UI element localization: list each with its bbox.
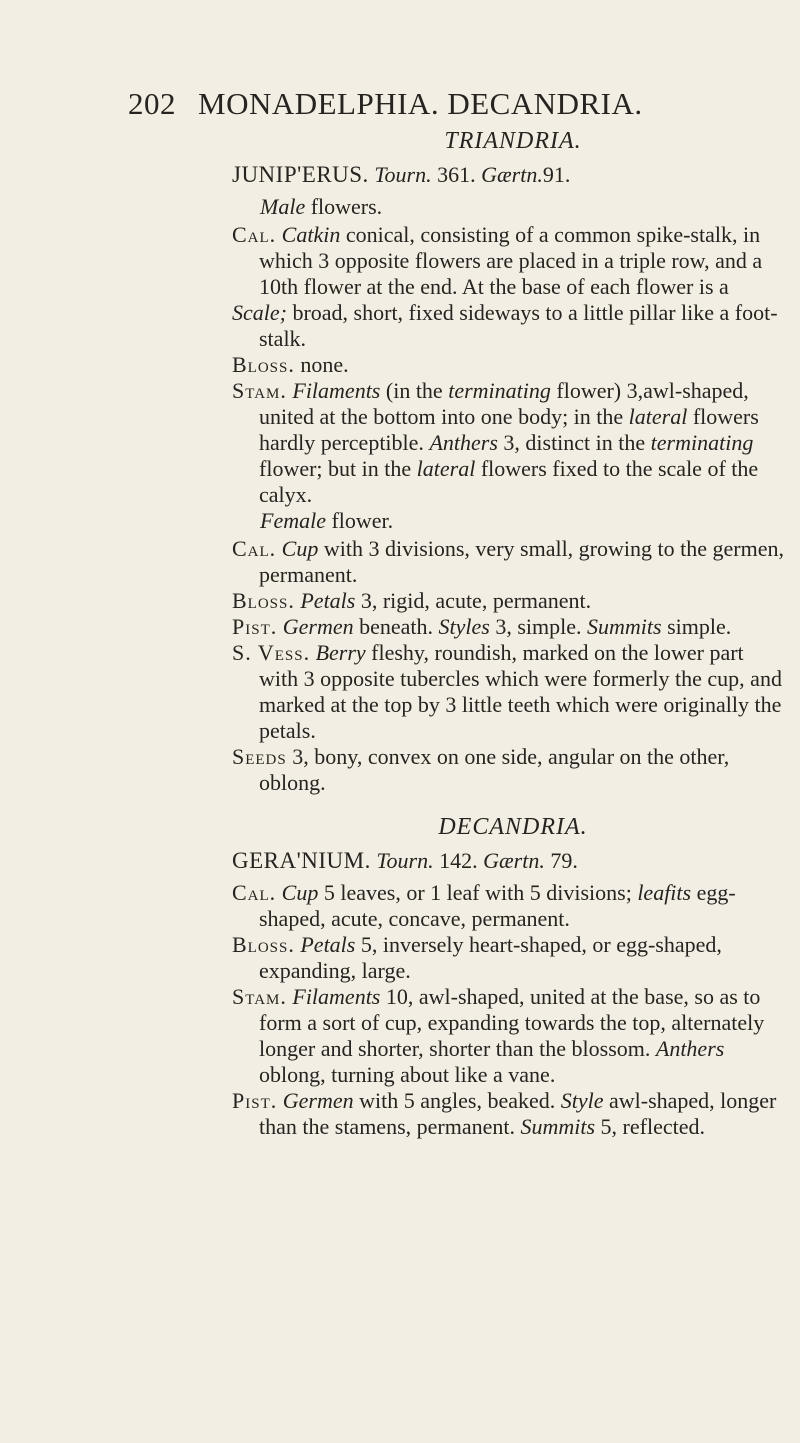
entry-text: flowers fixed to the scale of the calyx. [259, 456, 759, 507]
italic-term: lateral [416, 456, 476, 481]
italic-term: Cup [281, 880, 319, 905]
description-entry [232, 984, 784, 1088]
entry-text: 5 leaves, or 1 leaf with 5 divisions; [318, 880, 638, 905]
description-entry [232, 932, 784, 984]
entry-text: egg-shaped, acute, concave, permanent. [259, 880, 736, 931]
italic-term: Cup [281, 536, 319, 561]
description-entry [232, 378, 784, 508]
page-number: 202 [128, 86, 176, 121]
genus-ref-2-num: 79. [550, 848, 578, 873]
entry-text: simple. [661, 614, 732, 639]
entry-text: awl-shaped, longer than the stamens, permanent. [259, 1088, 777, 1139]
italic-term: Female [260, 508, 326, 533]
entry-label: Pist. [232, 1088, 278, 1113]
italic-term: Anthers [429, 430, 498, 455]
flower-subheading [260, 508, 784, 534]
entry-text: conical, consisting of a common spike-stalk, in which 3 opposite flowers are placed in a triple row, and a 10th flower at the end. At the base of each flower is a [259, 222, 763, 299]
italic-term: Petals [300, 932, 356, 957]
page-body [232, 128, 784, 1140]
description-entry [232, 1088, 784, 1140]
entry-text: 5, reflected. [595, 1114, 705, 1139]
entry-text: 3, simple. [489, 614, 588, 639]
running-title: MONADELPHIA. DECANDRIA. [198, 86, 643, 121]
genus-ref-2: Gærtn. [483, 848, 545, 873]
description-entry [232, 352, 784, 378]
section-paragraphs [232, 194, 784, 796]
entry-text: flower; but in the [259, 456, 417, 481]
description-entry [232, 300, 784, 352]
description-entry [232, 588, 784, 614]
entry-text: flowers hardly perceptible. [259, 404, 759, 455]
genus-name: JUNIP'ERUS. [232, 162, 369, 187]
genus-ref-2-num: 91. [542, 162, 571, 187]
section-heading: TRIANDRIA. [444, 128, 582, 154]
genus-line [232, 848, 784, 874]
italic-term: Filaments [292, 378, 381, 403]
italic-term: Summits [520, 1114, 596, 1139]
description-entry [232, 536, 784, 588]
entry-text: none. [294, 352, 349, 377]
entry-label: S. Vess. [232, 640, 311, 665]
genus-line [232, 162, 784, 188]
entry-label: Seeds [232, 744, 287, 769]
italic-term: Scale; [232, 300, 287, 325]
italic-term: Male [260, 194, 306, 219]
entry-label: Bloss. [232, 588, 295, 613]
entry-text: beneath. [353, 614, 439, 639]
genus-ref-1-num: 361. [437, 162, 476, 187]
section-heading: DECANDRIA. [438, 814, 588, 840]
genus-name: GERA'NIUM. [232, 848, 371, 873]
section-paragraphs [232, 880, 784, 1140]
entry-label: Stam. [232, 984, 287, 1009]
italic-term: Petals [300, 588, 356, 613]
description-entry [232, 744, 784, 796]
running-head [128, 86, 688, 122]
description-entry [232, 222, 784, 300]
entry-label: Cal. [232, 880, 277, 905]
genus-ref-1: Tourn. [376, 848, 434, 873]
entry-text: 3, bony, convex on one side, angular on the other, oblong. [259, 744, 730, 795]
entry-text: flower) 3,awl-shaped, united at the bottom into one body; in the [259, 378, 749, 429]
entry-text: broad, short, fixed sideways to a little pillar like a foot-stalk. [259, 300, 778, 351]
entry-text: 3, distinct in the [497, 430, 651, 455]
italic-term: Styles [438, 614, 490, 639]
entry-text: fleshy, roundish, marked on the lower part with 3 opposite tubercles which were formerly the cup, and marked at the top by 3 little teeth which were originally the petals. [259, 640, 782, 743]
entry-text: 5, inversely heart-shaped, or egg-shaped, expanding, large. [259, 932, 722, 983]
entry-text: oblong, turning about like a vane. [259, 1062, 556, 1087]
description-entry [232, 880, 784, 932]
italic-term: Anthers [655, 1036, 725, 1061]
italic-term: Filaments [292, 984, 381, 1009]
entry-label: Cal. [232, 536, 277, 561]
italic-term: lateral [628, 404, 688, 429]
entry-label: Bloss. [232, 932, 295, 957]
entry-label: Stam. [232, 378, 287, 403]
description-entry [232, 640, 784, 744]
italic-term: leafits [637, 880, 692, 905]
entry-text: flower. [325, 508, 394, 533]
genus-ref-1: Tourn. [374, 162, 432, 187]
entry-label: Bloss. [232, 352, 295, 377]
genus-ref-1-num: 142. [439, 848, 478, 873]
italic-term: terminating [650, 430, 754, 455]
genus-ref-2: Gærtn. [481, 162, 543, 187]
flower-subheading [260, 194, 784, 220]
entry-text: (in the [380, 378, 449, 403]
italic-term: Catkin [281, 222, 341, 247]
italic-term: Berry [315, 640, 366, 665]
entry-text: with 5 angles, beaked. [353, 1088, 561, 1113]
italic-term: terminating [448, 378, 551, 403]
entry-label: Pist. [232, 614, 278, 639]
italic-term: Style [560, 1088, 604, 1113]
entry-text: 3, rigid, acute, permanent. [355, 588, 592, 613]
italic-term: Germen [282, 1088, 354, 1113]
italic-term: Summits [587, 614, 662, 639]
entry-text: 10, awl-shaped, united at the base, so as to form a sort of cup, expanding towards the top, alternately longer and shorter, shorter than the blossom. [259, 984, 765, 1061]
entry-text: flowers. [305, 194, 383, 219]
italic-term: Germen [282, 614, 354, 639]
entry-label: Cal. [232, 222, 277, 247]
description-entry [232, 614, 784, 640]
entry-text: with 3 divisions, very small, growing to the germen, permanent. [259, 536, 784, 587]
